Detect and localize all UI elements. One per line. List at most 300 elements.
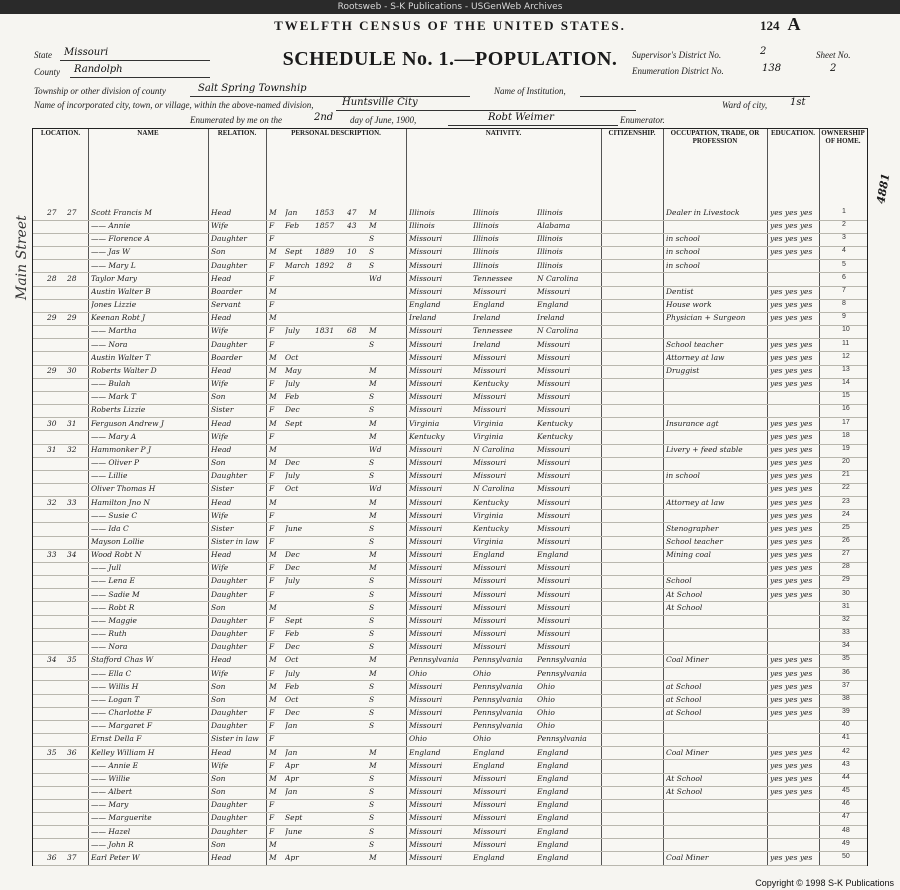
table-row bbox=[33, 207, 867, 221]
cell-fpob: Ireland bbox=[473, 339, 501, 349]
cell-sex: F bbox=[269, 273, 275, 283]
row-number: 48 bbox=[842, 826, 850, 834]
cell-mpob: England bbox=[537, 300, 569, 310]
cell-edu: yes yes yes bbox=[770, 471, 813, 481]
cell-name: —— Nora bbox=[91, 642, 128, 652]
cell-rel: Head bbox=[211, 273, 232, 283]
cell-sex: M bbox=[269, 852, 277, 862]
cell-rel: Son bbox=[211, 602, 226, 612]
cell-fpob: Missouri bbox=[473, 576, 507, 586]
cell-sex: M bbox=[269, 787, 277, 797]
cell-pob: Missouri bbox=[409, 365, 443, 375]
cell-m: M bbox=[369, 760, 377, 770]
cell-fpob: Ireland bbox=[473, 313, 501, 323]
cell-m: M bbox=[369, 365, 377, 375]
county-value: Randolph bbox=[74, 64, 123, 75]
cell-mpob: N Carolina bbox=[537, 273, 579, 283]
cell-mpob: Missouri bbox=[537, 405, 571, 415]
cell-mo: Sept bbox=[285, 247, 303, 257]
table-row bbox=[33, 444, 867, 458]
cell-edu: yes yes yes bbox=[770, 563, 813, 573]
cell-name: Hammonker P J bbox=[91, 444, 151, 454]
row-number: 32 bbox=[842, 615, 850, 623]
cell-name: Earl Peter W bbox=[91, 852, 140, 862]
cell-mo: Feb bbox=[285, 221, 300, 231]
cell-fpob: England bbox=[473, 760, 505, 770]
cell-pob: Missouri bbox=[409, 602, 443, 612]
cell-sex: F bbox=[269, 510, 275, 520]
cell-mo: Feb bbox=[285, 629, 300, 639]
column-header-occupation: OCCUPATION, TRADE, OR PROFESSION bbox=[663, 129, 768, 207]
cell-mpob: Missouri bbox=[537, 563, 571, 573]
cell-mo: Apr bbox=[285, 852, 299, 862]
cell-m: M bbox=[369, 550, 377, 560]
cell-mo: Dec bbox=[285, 563, 300, 573]
cell-rel: Wife bbox=[211, 221, 229, 231]
cell-age: 43 bbox=[347, 221, 357, 231]
cell-edu: yes yes yes bbox=[770, 694, 813, 704]
cell-name: —— Charlotte F bbox=[91, 708, 152, 718]
row-number: 47 bbox=[842, 813, 850, 821]
ward-value: 1st bbox=[790, 97, 806, 108]
cell-rel: Head bbox=[211, 418, 232, 428]
cell-fpob: Virginia bbox=[473, 431, 504, 441]
cell-name: Hamilton Jno N bbox=[91, 497, 150, 507]
cell-edu: yes yes yes bbox=[770, 365, 813, 375]
row-number: 7 bbox=[842, 286, 846, 294]
cell-name: —— Mary L bbox=[91, 260, 136, 270]
cell-pob: Missouri bbox=[409, 787, 443, 797]
cell-occ: in school bbox=[666, 247, 700, 257]
cell-occ: Attorney at law bbox=[666, 352, 725, 362]
table-row bbox=[33, 220, 867, 234]
cell-edu: yes yes yes bbox=[770, 747, 813, 757]
cell-mpob: Ohio bbox=[537, 681, 555, 691]
census-rows bbox=[33, 207, 867, 865]
cell-fa: 33 bbox=[67, 497, 77, 507]
cell-mpob: Missouri bbox=[537, 365, 571, 375]
cell-m: S bbox=[369, 615, 375, 625]
cell-name: —— Ruth bbox=[91, 629, 127, 639]
cell-name: Wood Robt N bbox=[91, 550, 142, 560]
row-number: 9 bbox=[842, 313, 846, 321]
cell-occ: at School bbox=[666, 694, 702, 704]
cell-fpob: Pennsylvania bbox=[473, 681, 523, 691]
cell-dw: 29 bbox=[47, 313, 57, 323]
cell-mo: Oct bbox=[285, 352, 299, 362]
cell-mpob: England bbox=[537, 787, 569, 797]
table-row bbox=[33, 299, 867, 313]
cell-mo: Jan bbox=[285, 721, 298, 731]
column-header-name: NAME bbox=[88, 129, 209, 207]
cell-pob: Missouri bbox=[409, 471, 443, 481]
cell-sex: F bbox=[269, 760, 275, 770]
row-number: 4 bbox=[842, 247, 846, 255]
cell-occ: Insurance agt bbox=[666, 418, 719, 428]
cell-occ: in school bbox=[666, 471, 700, 481]
cell-rel: Boarder bbox=[211, 352, 242, 362]
cell-m: Wd bbox=[369, 484, 382, 494]
cell-edu: yes yes yes bbox=[770, 708, 813, 718]
cell-dw: 33 bbox=[47, 550, 57, 560]
row-number: 26 bbox=[842, 537, 850, 544]
cell-m: S bbox=[369, 576, 375, 586]
column-header-location: LOCATION. bbox=[33, 129, 89, 207]
cell-fpob: Kentucky bbox=[473, 379, 509, 389]
cell-mpob: England bbox=[537, 760, 569, 770]
cell-mo: Dec bbox=[285, 405, 300, 415]
cell-yr: 1889 bbox=[315, 247, 335, 257]
cell-fpob: Missouri bbox=[473, 392, 507, 402]
cell-rel: Son bbox=[211, 694, 226, 704]
row-number: 21 bbox=[842, 471, 850, 479]
cell-sex: F bbox=[269, 563, 275, 573]
cell-rel: Daughter bbox=[211, 826, 247, 836]
cell-age: 68 bbox=[347, 326, 357, 336]
cell-dw: 28 bbox=[47, 273, 57, 283]
state-underline bbox=[60, 60, 210, 61]
cell-mo: July bbox=[285, 668, 300, 678]
cell-mo: Sept bbox=[285, 813, 303, 823]
cell-rel: Sister bbox=[211, 405, 234, 415]
cell-mo: July bbox=[285, 379, 300, 389]
cell-mpob: Ireland bbox=[537, 313, 565, 323]
sheet-page-number: 124 bbox=[760, 18, 780, 33]
enumerator-underline bbox=[448, 125, 618, 126]
cell-occ: At School bbox=[666, 602, 703, 612]
cell-pob: Missouri bbox=[409, 273, 443, 283]
cell-fpob: Missouri bbox=[473, 615, 507, 625]
cell-name: —— Jull bbox=[91, 563, 122, 573]
cell-name: Jones Lizzie bbox=[91, 300, 137, 310]
cell-occ: at School bbox=[666, 708, 702, 718]
cell-sex: F bbox=[269, 484, 275, 494]
cell-name: —— Bulah bbox=[91, 379, 131, 389]
cell-name: Ferguson Andrew J bbox=[91, 418, 164, 428]
row-number: 3 bbox=[842, 234, 846, 242]
cell-name: —— Maggie bbox=[91, 615, 137, 625]
cell-mo: July bbox=[285, 471, 300, 481]
cell-m: S bbox=[369, 708, 375, 718]
cell-name: Taylor Mary bbox=[91, 273, 137, 283]
state-value: Missouri bbox=[64, 47, 109, 58]
institution-label: Name of Institution, bbox=[494, 86, 566, 96]
row-number: 28 bbox=[842, 563, 850, 571]
cell-dw: 29 bbox=[47, 365, 57, 375]
table-row bbox=[33, 562, 867, 576]
table-row bbox=[33, 497, 867, 511]
column-header-personal: PERSONAL DESCRIPTION. bbox=[266, 129, 407, 207]
cell-fpob: Missouri bbox=[473, 458, 507, 468]
cell-dw: 27 bbox=[47, 208, 57, 217]
cell-rel: Head bbox=[211, 747, 232, 757]
table-row bbox=[33, 246, 867, 260]
cell-rel: Daughter bbox=[211, 629, 247, 639]
schedule-title: SCHEDULE No. 1.—POPULATION. bbox=[282, 48, 618, 70]
cell-fpob: Ohio bbox=[473, 734, 491, 744]
cell-name: —— Jas W bbox=[91, 247, 130, 257]
cell-pob: Missouri bbox=[409, 642, 443, 652]
cell-m: S bbox=[369, 773, 375, 783]
row-number: 12 bbox=[842, 352, 850, 360]
cell-sex: M bbox=[269, 550, 277, 560]
cell-m: Wd bbox=[369, 273, 382, 283]
row-number: 46 bbox=[842, 800, 850, 808]
cell-sex: F bbox=[269, 708, 275, 718]
cell-occ: Mining coal bbox=[666, 550, 711, 560]
city-label: Name of incorporated city, town, or village, within the above-named division, bbox=[34, 100, 314, 110]
cell-sex: F bbox=[269, 668, 275, 678]
cell-pob: Ohio bbox=[409, 734, 427, 744]
cell-yr: 1853 bbox=[315, 208, 335, 217]
column-header-citizenship: CITIZENSHIP. bbox=[601, 129, 664, 207]
cell-fa: 27 bbox=[67, 208, 77, 217]
cell-m: M bbox=[369, 326, 377, 336]
table-row bbox=[33, 707, 867, 721]
cell-sex: F bbox=[269, 826, 275, 836]
cell-edu: yes yes yes bbox=[770, 760, 813, 770]
cell-pob: Missouri bbox=[409, 260, 443, 270]
cell-mpob: Missouri bbox=[537, 576, 571, 586]
cell-occ: in school bbox=[666, 260, 700, 270]
cell-m: S bbox=[369, 260, 375, 270]
enum-month-label: day of June, 1900, bbox=[350, 115, 417, 125]
cell-dw: 36 bbox=[47, 852, 57, 862]
cell-sex: M bbox=[269, 444, 277, 454]
cell-mpob: Missouri bbox=[537, 339, 571, 349]
cell-rel: Son bbox=[211, 458, 226, 468]
cell-pob: Missouri bbox=[409, 760, 443, 770]
cell-rel: Daughter bbox=[211, 615, 247, 625]
cell-occ: at School bbox=[666, 681, 702, 691]
cell-rel: Head bbox=[211, 497, 232, 507]
cell-mo: Dec bbox=[285, 642, 300, 652]
row-number: 40 bbox=[842, 721, 850, 729]
table-row bbox=[33, 457, 867, 471]
cell-rel: Head bbox=[211, 655, 232, 665]
cell-rel: Son bbox=[211, 773, 226, 783]
cell-edu: yes yes yes bbox=[770, 379, 813, 389]
row-number: 25 bbox=[842, 523, 850, 531]
cell-occ: School teacher bbox=[666, 339, 723, 349]
cell-pob: Missouri bbox=[409, 537, 443, 546]
table-row bbox=[33, 470, 867, 484]
cell-sex: M bbox=[269, 352, 277, 362]
cell-pob: Missouri bbox=[409, 708, 443, 718]
cell-mpob: Missouri bbox=[537, 537, 571, 546]
cell-pob: Missouri bbox=[409, 839, 443, 849]
cell-pob: Missouri bbox=[409, 681, 443, 691]
cell-pob: Missouri bbox=[409, 497, 443, 507]
cell-occ: School teacher bbox=[666, 537, 723, 546]
cell-edu: yes yes yes bbox=[770, 234, 813, 244]
table-row bbox=[33, 325, 867, 339]
cell-mpob: Ohio bbox=[537, 708, 555, 718]
margin-street-note: Main Street bbox=[14, 215, 30, 300]
cell-fpob: England bbox=[473, 852, 505, 862]
table-row bbox=[33, 747, 867, 761]
cell-sex: F bbox=[269, 615, 275, 625]
cell-occ: Druggist bbox=[666, 365, 700, 375]
cell-dw: 34 bbox=[47, 655, 57, 665]
cell-pob: Missouri bbox=[409, 852, 443, 862]
cell-mpob: Kentucky bbox=[537, 418, 573, 428]
cell-fpob: Missouri bbox=[473, 629, 507, 639]
enumerator-label: Enumerator. bbox=[620, 115, 665, 125]
cell-mpob: England bbox=[537, 747, 569, 757]
cell-mo: Oct bbox=[285, 484, 299, 494]
cell-m: S bbox=[369, 405, 375, 415]
cell-mpob: Ohio bbox=[537, 694, 555, 704]
cell-pob: Missouri bbox=[409, 800, 443, 810]
cell-mo: Dec bbox=[285, 550, 300, 560]
cell-rel: Daughter bbox=[211, 260, 247, 270]
cell-rel: Daughter bbox=[211, 813, 247, 823]
cell-fa: 32 bbox=[67, 444, 77, 454]
cell-mo: June bbox=[285, 826, 303, 836]
county-label: County bbox=[34, 67, 60, 77]
cell-pob: Missouri bbox=[409, 523, 443, 533]
row-number: 33 bbox=[842, 629, 850, 637]
cell-sex: M bbox=[269, 694, 277, 704]
cell-fpob: Missouri bbox=[473, 787, 507, 797]
cell-sex: F bbox=[269, 576, 275, 586]
cell-name: —— Annie E bbox=[91, 760, 139, 770]
cell-name: —— Sadie M bbox=[91, 589, 140, 599]
cell-m: S bbox=[369, 537, 375, 546]
row-number: 22 bbox=[842, 484, 850, 492]
cell-fa: 29 bbox=[67, 313, 77, 323]
cell-sex: M bbox=[269, 497, 277, 507]
cell-rel: Head bbox=[211, 365, 232, 375]
row-number: 20 bbox=[842, 458, 850, 466]
cell-sex: M bbox=[269, 247, 277, 257]
cell-dw: 30 bbox=[47, 418, 57, 428]
cell-pob: Missouri bbox=[409, 510, 443, 520]
row-number: 42 bbox=[842, 747, 850, 755]
cell-occ: School bbox=[666, 576, 692, 586]
table-row bbox=[33, 733, 867, 747]
cell-m: S bbox=[369, 787, 375, 797]
cell-fa: 37 bbox=[67, 852, 77, 862]
table-row bbox=[33, 826, 867, 840]
cell-mo: May bbox=[285, 365, 302, 375]
cell-pob: Missouri bbox=[409, 458, 443, 468]
cell-name: —— Robt R bbox=[91, 602, 135, 612]
cell-name: —— Ella C bbox=[91, 668, 132, 678]
table-row bbox=[33, 273, 867, 287]
cell-rel: Son bbox=[211, 787, 226, 797]
census-title: TWELFTH CENSUS OF THE UNITED STATES. bbox=[274, 18, 626, 33]
cell-name: —— Mary A bbox=[91, 431, 137, 441]
table-row bbox=[33, 260, 867, 274]
cell-rel: Daughter bbox=[211, 576, 247, 586]
cell-dw: 32 bbox=[47, 497, 57, 507]
cell-pob: Missouri bbox=[409, 326, 443, 336]
table-row bbox=[33, 668, 867, 682]
cell-mpob: Pennsylvania bbox=[537, 655, 587, 665]
cell-pob: Missouri bbox=[409, 773, 443, 783]
cell-pob: Missouri bbox=[409, 379, 443, 389]
cell-fpob: Ohio bbox=[473, 668, 491, 678]
cell-name: Stafford Chas W bbox=[91, 655, 154, 665]
cell-sex: F bbox=[269, 537, 275, 546]
cell-m: M bbox=[369, 431, 377, 441]
table-row bbox=[33, 536, 867, 550]
cell-rel: Son bbox=[211, 247, 226, 257]
cell-mpob: Missouri bbox=[537, 471, 571, 481]
cell-sex: F bbox=[269, 379, 275, 389]
cell-fpob: Missouri bbox=[473, 563, 507, 573]
cell-name: Roberts Lizzie bbox=[91, 405, 146, 415]
cell-yr: 1857 bbox=[315, 221, 335, 231]
cell-sex: F bbox=[269, 589, 275, 599]
cell-pob: Missouri bbox=[409, 629, 443, 639]
cell-fpob: England bbox=[473, 747, 505, 757]
cell-edu: yes yes yes bbox=[770, 668, 813, 678]
cell-fpob: Virginia bbox=[473, 418, 504, 428]
cell-pob: Missouri bbox=[409, 550, 443, 560]
cell-name: —— Willis H bbox=[91, 681, 139, 691]
table-row bbox=[33, 760, 867, 774]
cell-edu: yes yes yes bbox=[770, 681, 813, 691]
cell-m: M bbox=[369, 747, 377, 757]
cell-rel: Head bbox=[211, 444, 232, 454]
cell-sex: F bbox=[269, 339, 275, 349]
cell-mo: Sept bbox=[285, 418, 303, 428]
cell-sex: F bbox=[269, 523, 275, 533]
row-number: 19 bbox=[842, 444, 850, 452]
cell-fpob: Missouri bbox=[473, 471, 507, 481]
cell-m: S bbox=[369, 629, 375, 639]
cell-mo: Oct bbox=[285, 694, 299, 704]
cell-fpob: Missouri bbox=[473, 365, 507, 375]
supervisor-value: 2 bbox=[760, 46, 767, 57]
cell-sex: F bbox=[269, 629, 275, 639]
cell-m: S bbox=[369, 458, 375, 468]
cell-fpob: Missouri bbox=[473, 800, 507, 810]
sheet-letter: A bbox=[787, 14, 801, 34]
cell-m: Wd bbox=[369, 444, 382, 454]
cell-rel: Son bbox=[211, 839, 226, 849]
archive-banner: Rootsweb - S-K Publications - USGenWeb Archives bbox=[0, 0, 900, 14]
table-row bbox=[33, 378, 867, 392]
cell-fpob: Illinois bbox=[473, 247, 499, 257]
cell-edu: yes yes yes bbox=[770, 313, 813, 323]
row-number: 37 bbox=[842, 681, 850, 689]
cell-edu: yes yes yes bbox=[770, 458, 813, 468]
cell-rel: Wife bbox=[211, 431, 229, 441]
enum-day-value: 2nd bbox=[314, 112, 334, 123]
row-number: 2 bbox=[842, 221, 846, 229]
cell-dw: 35 bbox=[47, 747, 57, 757]
cell-rel: Son bbox=[211, 392, 226, 402]
cell-rel: Daughter bbox=[211, 708, 247, 718]
cell-mpob: Missouri bbox=[537, 589, 571, 599]
city-value: Huntsville City bbox=[342, 97, 418, 108]
cell-sex: F bbox=[269, 642, 275, 652]
cell-name: —— Florence A bbox=[91, 234, 150, 244]
table-row bbox=[33, 654, 867, 668]
cell-edu: yes yes yes bbox=[770, 418, 813, 428]
cell-fpob: Missouri bbox=[473, 602, 507, 612]
township-label: Township or other division of county bbox=[34, 86, 166, 96]
cell-name: —— Mark T bbox=[91, 392, 137, 402]
table-row bbox=[33, 773, 867, 787]
table-row bbox=[33, 839, 867, 853]
cell-mpob: England bbox=[537, 773, 569, 783]
cell-sex: M bbox=[269, 773, 277, 783]
